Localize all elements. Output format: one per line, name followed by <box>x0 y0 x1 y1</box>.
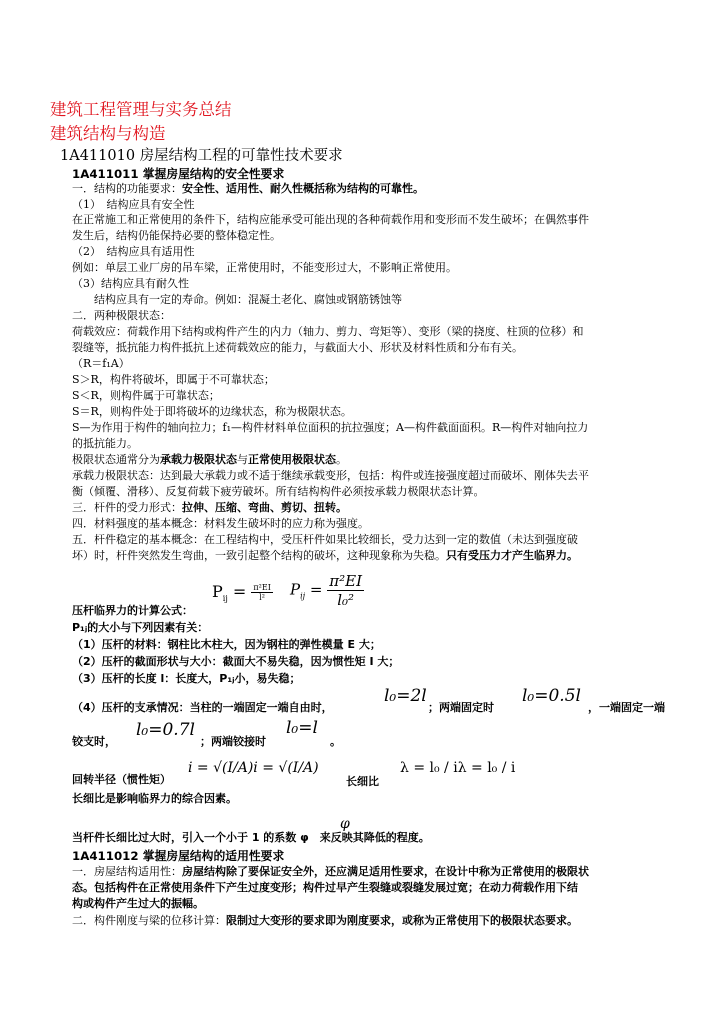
text-line: （2） 结构应具有适用性 <box>72 245 195 258</box>
doc-subtitle: 建筑结构与构造 <box>50 124 166 143</box>
formula-l0-07l: l₀=0.7l <box>136 720 195 740</box>
text-line: 四．材料强度的基本概念：材料发生破坏时的应力称为强度。 <box>72 517 369 530</box>
formula-critical-force-small: $P_{ij}$ = $\frac{\text{π²EI}}{\text{l²}}$ <box>212 582 271 604</box>
text-line: （3）压杆的长度 l：长度大，P₁ⱼ小，易失稳； <box>72 672 301 685</box>
text-line: 当杆件长细比过大时，引入一个小于 1 的系数 φ 来反映其降低的程度。 <box>72 831 430 844</box>
text-line: S＞R，构件将破坏，即属于不可靠状态； <box>72 373 275 386</box>
text-line: 铰支时， <box>72 735 116 748</box>
text-line: S—为作用于构件的轴向拉力；f₁—构件材料单位面积的抗拉强度；A—构件截面面积。R—构件对轴向拉力 <box>72 421 589 434</box>
text-line: P₁ⱼ的大小与下列因素有关： <box>72 621 209 634</box>
formula-critical-force: $P_{ij}$ = $\frac{\text{π²EI}}{\text{l₀²}}$ <box>290 572 363 609</box>
text-line: （1）压杆的材料：钢柱比木柱大，因为钢柱的弹性模量 E 大； <box>72 638 381 651</box>
formula-phi: φ <box>340 816 350 832</box>
text-line: 五．杆件稳定的基本概念：在工程结构中，受压杆件如果比较细长，受力达到一定的数值（未达到强度破 <box>72 533 578 546</box>
text-line: S＜R，则构件属于可靠状态； <box>72 389 220 402</box>
doc-title: 建筑工程管理与实务总结 <box>50 100 232 119</box>
text-line: 结构应具有一定的寿命。例如：混凝土老化、腐蚀或钢筋锈蚀等 <box>72 293 402 306</box>
subsection-heading-1: 1A411011 掌握房屋结构的安全性要求 <box>72 167 285 181</box>
text-line: 发生后，结构仍能保持必要的整体稳定性。 <box>72 229 281 242</box>
text-line: 坏）时，杆件突然发生弯曲，一致引起整个结构的破坏，这种现象称为失稳。只有受压力才产生临界力。 <box>72 549 578 562</box>
text-line: ；两端铰接时 <box>200 735 266 748</box>
formula-l0-l: l₀=l <box>286 718 318 738</box>
text-line: 的抵抗能力。 <box>72 437 138 450</box>
text-line: 荷载效应：荷载作用下结构或构件产生的内力（轴力、剪力、弯矩等）、变形（梁的挠度、柱顶的位移）和 <box>72 325 584 338</box>
text-line: 在正常施工和正常使用的条件下，结构应能承受可能出现的各种荷载作用和变形而不发生破坏；在偶然事件 <box>72 213 589 226</box>
text-line: 三．杆件的受力形式：拉伸、压缩、弯曲、剪切、扭转。 <box>72 501 347 514</box>
text-line: 裂缝等，抵抗能力构件抵抗上述荷载效应的能力，与截面大小、形状及材料性质和分布有关。 <box>72 341 523 354</box>
text-line: 态。包括构件在正常使用条件下产生过度变形；构件过早产生裂缝或裂缝发展过宽；在动力荷载作用下结 <box>72 881 578 894</box>
formula-radius-of-gyration: i = √(I/A)i = √(I/A) <box>188 760 319 776</box>
text-line: （R＝f₁A） <box>72 357 130 370</box>
text-line: 一．结构的功能要求：安全性、适用性、耐久性概括称为结构的可靠性。 <box>72 182 424 195</box>
text-line: ；两端固定时 <box>428 701 494 714</box>
text-line: 承载力极限状态：达到最大承载力或不适于继续承载变形，包括：构件或连接强度超过而破坏、刚体失去平 <box>72 469 589 482</box>
text-line: （2）压杆的截面形状与大小：截面大不易失稳，因为惯性矩 I 大； <box>72 655 400 668</box>
text-line: 二．构件刚度与梁的位移计算：限制过大变形的要求即为刚度要求，或称为正常使用下的极限状态要求。 <box>72 914 578 927</box>
text-line: 回转半径（惯性矩） <box>72 773 171 786</box>
text-line: 极限状态通常分为承载力极限状态与正常使用极限状态。 <box>72 453 347 466</box>
formula-l0-05l: l₀=0.5l <box>522 686 581 706</box>
text-line: ，一端固定一端 <box>588 701 665 714</box>
text-line: 长细比 <box>346 775 379 788</box>
text-line: 二．两种极限状态： <box>72 309 171 322</box>
text-line: （1） 结构应具有安全性 <box>72 198 195 211</box>
text-line: （4）压杆的支承情况：当柱的一端固定一端自由时， <box>72 701 333 714</box>
text-line: 长细比是影响临界力的综合因素。 <box>72 792 237 805</box>
text-line: 构或构件产生过大的振幅。 <box>72 897 204 910</box>
text-line: 衡（倾覆、滑移）、反复荷载下疲劳破坏。所有结构构件必须按承载力极限状态计算。 <box>72 485 485 498</box>
text-line: 一．房屋结构适用性：房屋结构除了要保证安全外，还应满足适用性要求，在设计中称为正常使用的极限状 <box>72 865 589 878</box>
formula-l0-2l: l₀=2l <box>384 686 427 706</box>
text-line: 。 <box>330 735 341 748</box>
subsection-heading-2: 1A411012 掌握房屋结构的适用性要求 <box>72 849 285 863</box>
text-line: 例如：单层工业厂房的吊车梁，正常使用时，不能变形过大，不影响正常使用。 <box>72 261 457 274</box>
text-line: S＝R，则构件处于即将破坏的边缘状态，称为极限状态。 <box>72 405 352 418</box>
formula-slenderness: λ = l₀ / iλ = l₀ / i <box>400 760 516 776</box>
text-line: 压杆临界力的计算公式： <box>72 604 193 617</box>
section-heading: 1A411010 房屋结构工程的可靠性技术要求 <box>60 148 343 164</box>
text-line: （3）结构应具有耐久性 <box>72 277 189 290</box>
